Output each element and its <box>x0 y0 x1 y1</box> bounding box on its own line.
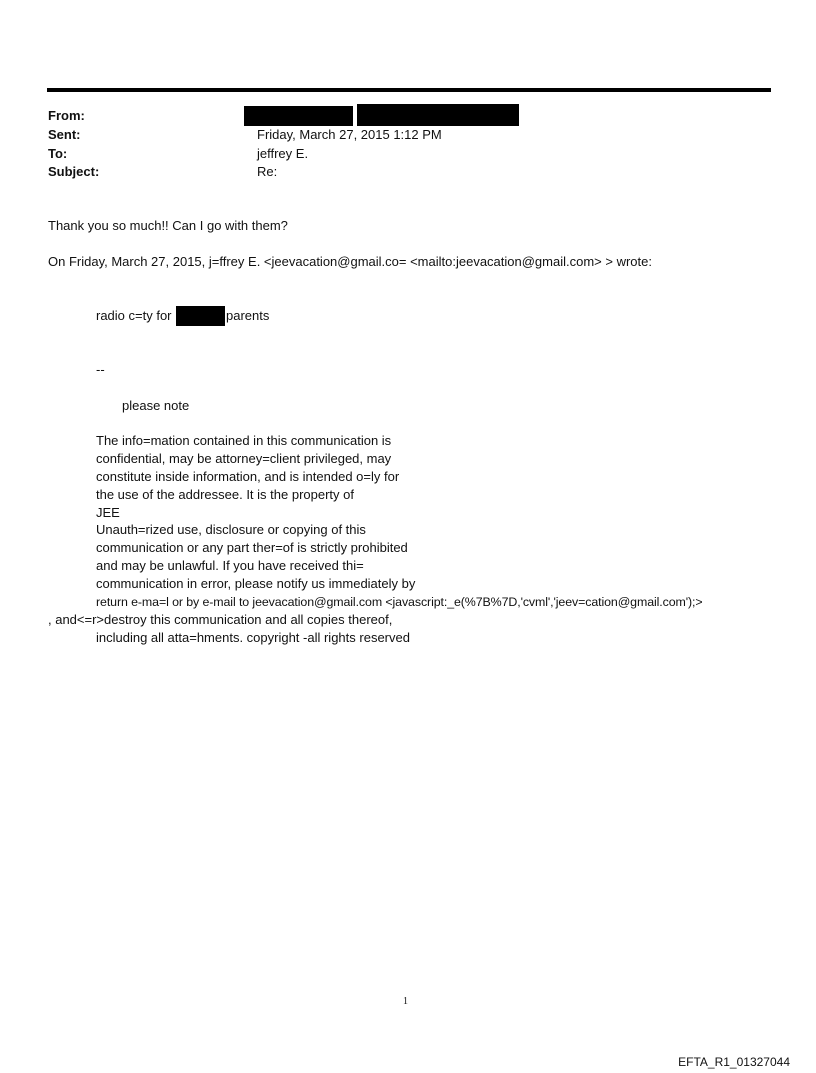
disclaimer-line: return e-ma=l or by e-mail to jeevacation@gmail.com <javascript:_e(%7B%7D,'cvml','jeev=cation@gmail.com');> <box>96 595 703 609</box>
disclaimer-line: confidential, may be attorney=client privileged, may <box>96 451 392 466</box>
quoted-text-after: parents <box>226 308 270 323</box>
subject-value: Re: <box>257 164 278 179</box>
please-note: please note <box>122 398 190 413</box>
disclaimer-line: including all atta=hments. copyright -all rights reserved <box>96 630 410 645</box>
header-rule <box>47 88 771 92</box>
disclaimer-outdented-line: , and<=r>destroy this communication and all copies thereof, <box>48 612 393 627</box>
document-id: EFTA_R1_01327044 <box>678 1055 790 1069</box>
disclaimer-line: constitute inside information, and is intended o=ly for <box>96 469 400 484</box>
disclaimer-line: JEE <box>96 505 120 520</box>
signature-separator: -- <box>96 362 105 377</box>
disclaimer-line: and may be unlawful. If you have received thi= <box>96 558 364 573</box>
from-label: From: <box>48 108 85 123</box>
to-label: To: <box>48 146 68 161</box>
redacted-name-inline <box>176 306 225 326</box>
disclaimer-line: The info=mation contained in this communication is <box>96 433 392 448</box>
reply-text: Thank you so much!! Can I go with them? <box>48 218 288 233</box>
disclaimer-line: communication in error, please notify us immediately by <box>96 576 416 591</box>
sent-value: Friday, March 27, 2015 1:12 PM <box>257 127 442 142</box>
quote-intro: On Friday, March 27, 2015, j=ffrey E. <jeevacation@gmail.co= <mailto:jeevacation@gmail.com> > wrote: <box>48 254 652 269</box>
disclaimer-line: Unauth=rized use, disclosure or copying of this <box>96 522 366 537</box>
page-number: 1 <box>403 996 408 1007</box>
disclaimer-line: communication or any part ther=of is strictly prohibited <box>96 540 408 555</box>
sent-label: Sent: <box>48 127 81 142</box>
disclaimer-line: the use of the addressee. It is the property of <box>96 487 354 502</box>
redacted-sender-email <box>357 104 519 126</box>
quoted-text-before: radio c=ty for <box>96 308 172 323</box>
subject-label: Subject: <box>48 164 100 179</box>
redacted-sender-name <box>244 106 353 126</box>
to-value: jeffrey E. <box>257 146 309 161</box>
